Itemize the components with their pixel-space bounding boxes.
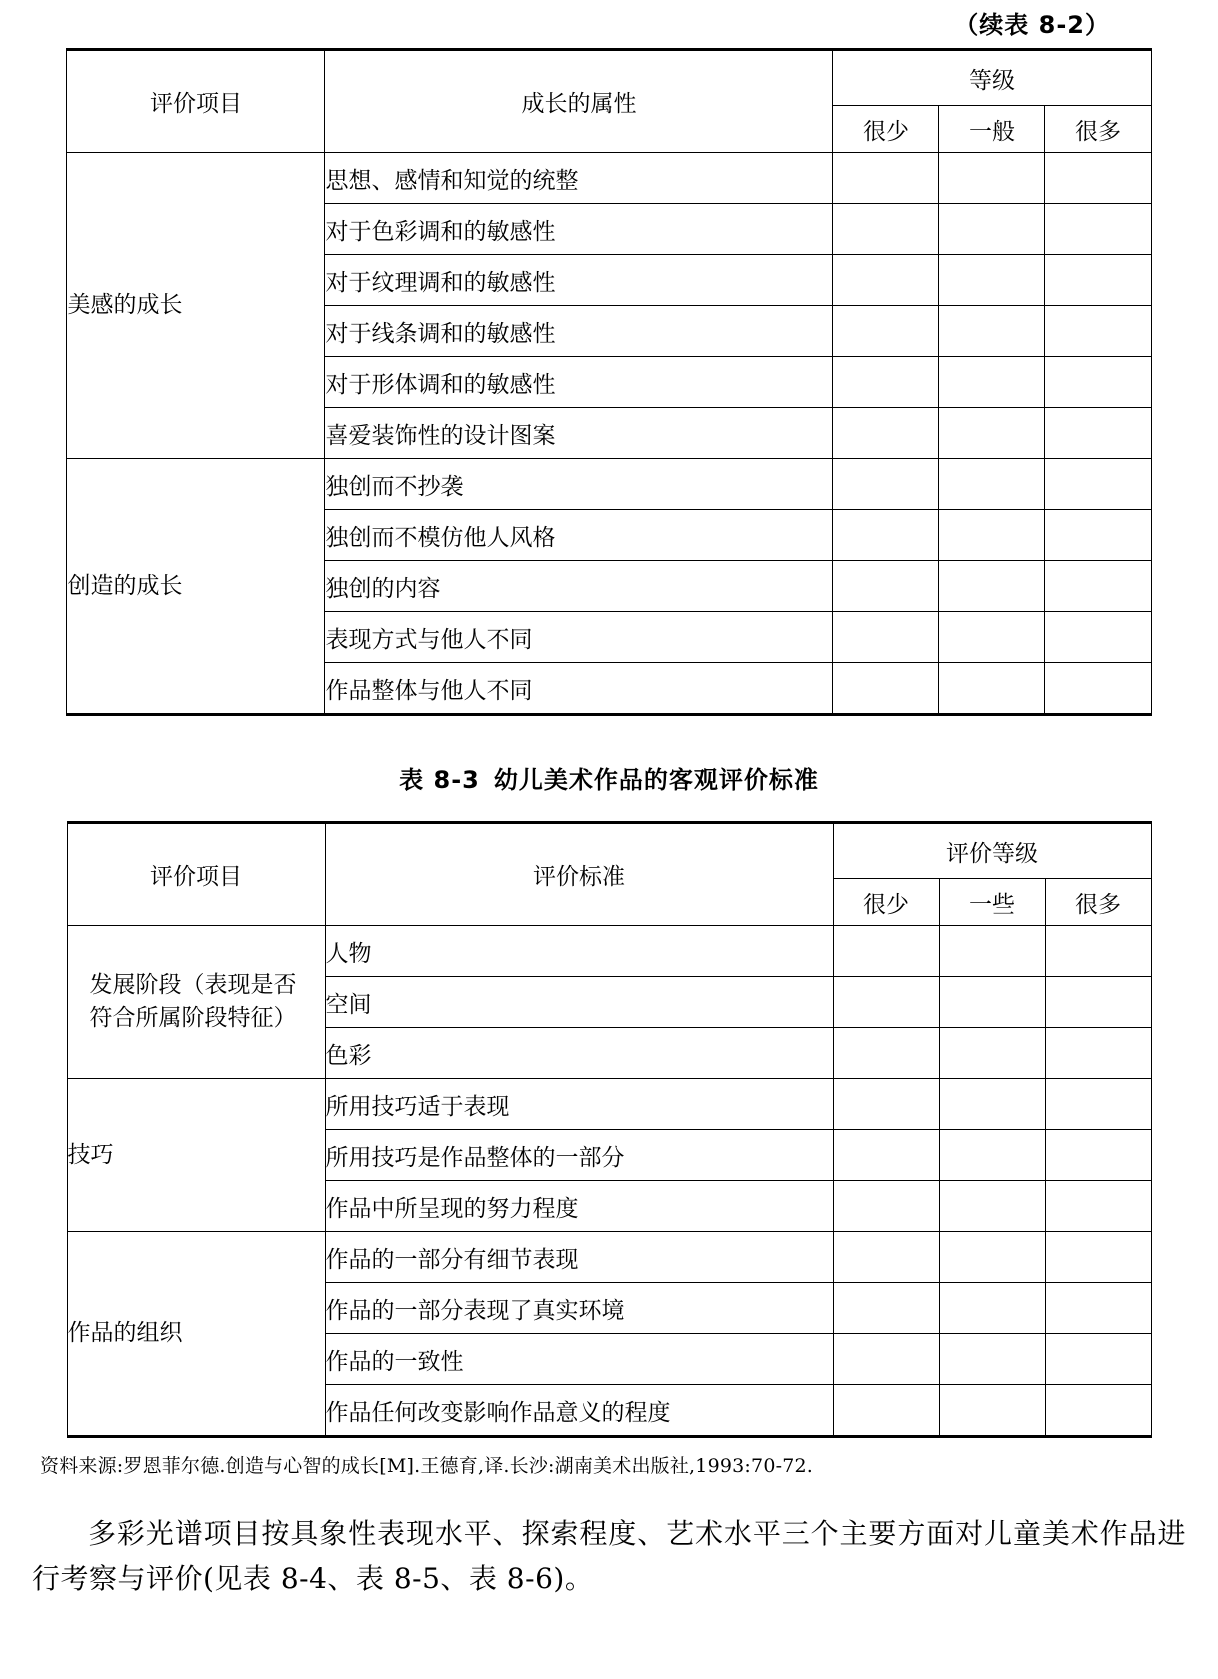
continued-table-label: （续表 8-2）	[954, 11, 1110, 39]
grade-cell-high[interactable]	[1045, 1232, 1151, 1283]
grade-cell-high[interactable]	[1045, 510, 1151, 561]
row-attribute: 思想、感情和知觉的统整	[325, 153, 833, 204]
table-row	[67, 459, 1151, 510]
table-row	[67, 926, 1151, 977]
grade-cell-low[interactable]	[833, 1130, 939, 1181]
row-criterion: 色彩	[325, 1028, 833, 1079]
row-attribute: 表现方式与他人不同	[325, 612, 833, 663]
header-evaluation-item: 评价项目	[67, 50, 325, 153]
grade-cell-mid[interactable]	[939, 1181, 1045, 1232]
row-attribute: 对于线条调和的敏感性	[325, 306, 833, 357]
row-criterion: 作品中所呈现的努力程度	[325, 1181, 833, 1232]
grade-cell-mid[interactable]	[939, 663, 1045, 715]
row-attribute: 对于色彩调和的敏感性	[325, 204, 833, 255]
row-category-work-organization: 作品的组织	[67, 1232, 325, 1437]
row-attribute: 独创而不抄袭	[325, 459, 833, 510]
row-criterion: 人物	[325, 926, 833, 977]
header-grade-low: 很少	[833, 879, 939, 926]
grade-cell-high[interactable]	[1045, 459, 1151, 510]
grade-cell-high[interactable]	[1045, 153, 1151, 204]
caption-number: 表 8-3	[399, 766, 480, 795]
row-attribute: 独创的内容	[325, 561, 833, 612]
grade-cell-mid[interactable]	[939, 1385, 1045, 1437]
grade-cell-high[interactable]	[1045, 306, 1151, 357]
grade-cell-low[interactable]	[833, 561, 939, 612]
grade-cell-low[interactable]	[833, 153, 939, 204]
grade-cell-mid[interactable]	[939, 255, 1045, 306]
table-8-3	[67, 821, 1152, 1438]
grade-cell-high[interactable]	[1045, 204, 1151, 255]
header-evaluation-standard: 评价标准	[325, 823, 833, 926]
grade-cell-low[interactable]	[833, 357, 939, 408]
grade-cell-low[interactable]	[833, 1181, 939, 1232]
grade-cell-high[interactable]	[1045, 1079, 1151, 1130]
grade-cell-high[interactable]	[1045, 1130, 1151, 1181]
table-header-row-main	[67, 823, 1151, 879]
grade-cell-mid[interactable]	[939, 357, 1045, 408]
row-category-line-1: 发展阶段（表现是否	[89, 972, 297, 999]
row-attribute: 独创而不模仿他人风格	[325, 510, 833, 561]
grade-cell-mid[interactable]	[939, 459, 1045, 510]
row-category-creative-growth: 创造的成长	[67, 459, 325, 715]
grade-cell-high[interactable]	[1045, 1334, 1151, 1385]
grade-cell-low[interactable]	[833, 1028, 939, 1079]
grade-cell-high[interactable]	[1045, 612, 1151, 663]
row-category-aesthetic-growth: 美感的成长	[67, 153, 325, 459]
grade-cell-mid[interactable]	[939, 510, 1045, 561]
row-criterion: 作品任何改变影响作品意义的程度	[325, 1385, 833, 1437]
grade-cell-high[interactable]	[1045, 1181, 1151, 1232]
grade-cell-low[interactable]	[833, 510, 939, 561]
grade-cell-low[interactable]	[833, 255, 939, 306]
grade-cell-low[interactable]	[833, 977, 939, 1028]
grade-cell-low[interactable]	[833, 408, 939, 459]
header-growth-attribute: 成长的属性	[325, 50, 833, 153]
header-grade-high: 很多	[1045, 879, 1151, 926]
grade-cell-low[interactable]	[833, 1283, 939, 1334]
grade-cell-mid[interactable]	[939, 204, 1045, 255]
grade-cell-mid[interactable]	[939, 1283, 1045, 1334]
header-evaluation-item: 评价项目	[67, 823, 325, 926]
header-grade-mid: 一般	[939, 106, 1045, 153]
grade-cell-mid[interactable]	[939, 1130, 1045, 1181]
row-category-development-stage	[67, 926, 325, 1079]
grade-cell-mid[interactable]	[939, 408, 1045, 459]
grade-cell-low[interactable]	[833, 1334, 939, 1385]
grade-cell-mid[interactable]	[939, 1079, 1045, 1130]
row-criterion: 空间	[325, 977, 833, 1028]
grade-cell-low[interactable]	[833, 1079, 939, 1130]
row-criterion: 作品的一部分有细节表现	[325, 1232, 833, 1283]
grade-cell-mid[interactable]	[939, 306, 1045, 357]
grade-cell-low[interactable]	[833, 1385, 939, 1437]
table-8-2-continued	[66, 48, 1151, 716]
grade-cell-high[interactable]	[1045, 357, 1151, 408]
grade-cell-mid[interactable]	[939, 1232, 1045, 1283]
row-criterion: 所用技巧是作品整体的一部分	[325, 1130, 833, 1181]
grade-cell-mid[interactable]	[939, 153, 1045, 204]
grade-cell-low[interactable]	[833, 926, 939, 977]
header-grade-mid: 一些	[939, 879, 1045, 926]
grade-cell-high[interactable]	[1045, 977, 1151, 1028]
grade-cell-high[interactable]	[1045, 663, 1151, 715]
grade-cell-mid[interactable]	[939, 561, 1045, 612]
row-attribute: 作品整体与他人不同	[325, 663, 833, 715]
table-row	[67, 1232, 1151, 1283]
row-attribute: 对于纹理调和的敏感性	[325, 255, 833, 306]
row-criterion: 作品的一部分表现了真实环境	[325, 1283, 833, 1334]
row-criterion: 作品的一致性	[325, 1334, 833, 1385]
row-category-technique: 技巧	[67, 1079, 325, 1232]
grade-cell-high[interactable]	[1045, 255, 1151, 306]
table-row	[67, 1079, 1151, 1130]
body-paragraph: 多彩光谱项目按具象性表现水平、探索程度、艺术水平三个主要方面对儿童美术作品进行考察与评价(见表 8-4、表 8-5、表 8-6)。	[32, 1516, 1186, 1596]
grade-cell-high[interactable]	[1045, 408, 1151, 459]
grade-cell-low[interactable]	[833, 204, 939, 255]
grade-cell-mid[interactable]	[939, 977, 1045, 1028]
source-note: 资料来源:罗恩菲尔德.创造与心智的成长[M].王德育,译.长沙:湖南美术出版社,1993:70-72.	[40, 1455, 814, 1478]
table-header-row-main	[67, 50, 1151, 106]
grade-cell-mid[interactable]	[939, 926, 1045, 977]
row-criterion: 所用技巧适于表现	[325, 1079, 833, 1130]
grade-cell-low[interactable]	[833, 1232, 939, 1283]
grade-cell-high[interactable]	[1045, 1028, 1151, 1079]
grade-cell-high[interactable]	[1045, 1283, 1151, 1334]
grade-cell-low[interactable]	[833, 306, 939, 357]
grade-cell-low[interactable]	[833, 663, 939, 715]
row-category-line-2: 符合所属阶段特征）	[89, 1005, 297, 1032]
header-grade-group: 等级	[833, 50, 1151, 106]
row-attribute: 喜爱装饰性的设计图案	[325, 408, 833, 459]
grade-cell-low[interactable]	[833, 459, 939, 510]
header-grade-low: 很少	[833, 106, 939, 153]
caption-title: 幼儿美术作品的客观评价标准	[493, 766, 819, 795]
header-grade-group: 评价等级	[833, 823, 1151, 879]
grade-cell-mid[interactable]	[939, 1334, 1045, 1385]
table-row	[67, 153, 1151, 204]
row-attribute: 对于形体调和的敏感性	[325, 357, 833, 408]
grade-cell-mid[interactable]	[939, 612, 1045, 663]
grade-cell-high[interactable]	[1045, 1385, 1151, 1437]
grade-cell-high[interactable]	[1045, 561, 1151, 612]
grade-cell-high[interactable]	[1045, 926, 1151, 977]
grade-cell-mid[interactable]	[939, 1028, 1045, 1079]
table-8-3-caption	[18, 760, 1200, 795]
grade-cell-low[interactable]	[833, 612, 939, 663]
header-grade-high: 很多	[1045, 106, 1151, 153]
